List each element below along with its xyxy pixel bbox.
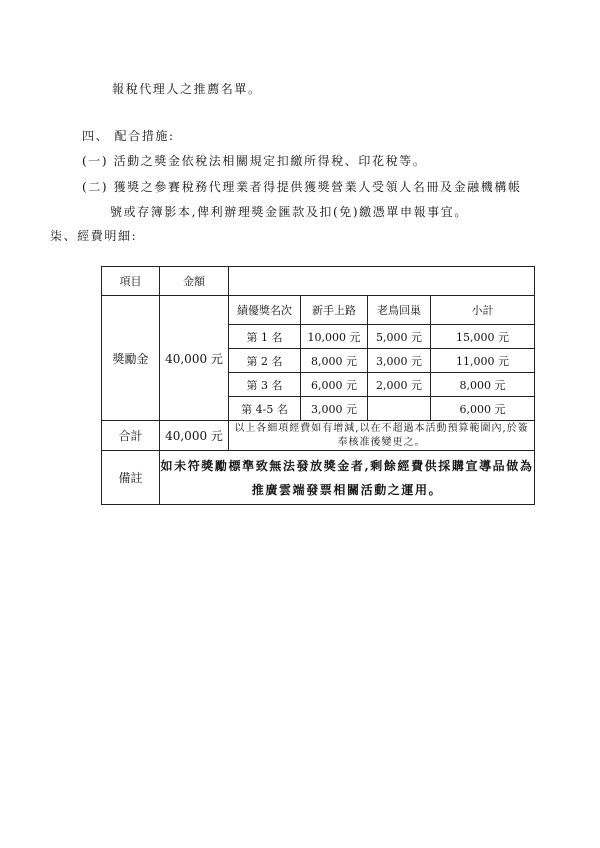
remark-label: 備註 [102,451,160,505]
remark-text: 如未符獎勵標準致無法發放獎金者,剩餘經費供採購宣導品做為推廣雲端發票相關活動之運用。 [160,451,535,505]
text-line-5: 號或存簿影本,俾利辦理獎金匯款及扣(免)繳憑單申報事宜。 [110,205,468,219]
veteran-cell: 5,000 元 [368,325,431,349]
newbie-cell: 6,000 元 [301,373,368,397]
header-empty [229,267,535,296]
text-line-3: (一) 活動之獎金依稅法相關規定扣繳所得稅、印花稅等。 [82,154,427,168]
inner-header-veteran: 老鳥回巢 [368,296,431,325]
rank-cell: 第 1 名 [229,325,301,349]
subtotal-cell: 8,000 元 [431,373,535,397]
subtotal-cell: 11,000 元 [431,349,535,373]
veteran-cell [368,397,431,421]
header-amount: 金額 [160,267,229,296]
text-line-1: 報稅代理人之推薦名單。 [112,82,262,96]
inner-header-newbie: 新手上路 [301,296,368,325]
rank-cell: 第 2 名 [229,349,301,373]
subtotal-cell: 6,000 元 [431,397,535,421]
rank-cell: 第 3 名 [229,373,301,397]
budget-table [101,266,535,505]
veteran-cell: 2,000 元 [368,373,431,397]
newbie-cell: 8,000 元 [301,349,368,373]
section-heading-7: 柒、經費明細: [50,229,138,243]
prize-amount: 40,000 元 [160,296,229,421]
total-amount: 40,000 元 [160,421,229,451]
section-heading-4: 四、 配合措施: [82,129,175,143]
veteran-cell: 3,000 元 [368,349,431,373]
total-note: 以上各細項經費如有增減,以在不超過本活動預算範圍內,於簽奉核准後變更之。 [229,421,535,451]
inner-header-rank: 績優獎名次 [229,296,301,325]
newbie-cell: 10,000 元 [301,325,368,349]
header-item: 項目 [102,267,160,296]
rank-cell: 第 4-5 名 [229,397,301,421]
prize-label: 獎勵金 [102,296,160,421]
subtotal-cell: 15,000 元 [431,325,535,349]
newbie-cell: 3,000 元 [301,397,368,421]
total-label: 合計 [102,421,160,451]
inner-header-subtotal: 小計 [431,296,535,325]
text-line-4: (二) 獲獎之參賽稅務代理業者得提供獲獎營業人受領人名冊及金融機構帳 [82,180,522,194]
